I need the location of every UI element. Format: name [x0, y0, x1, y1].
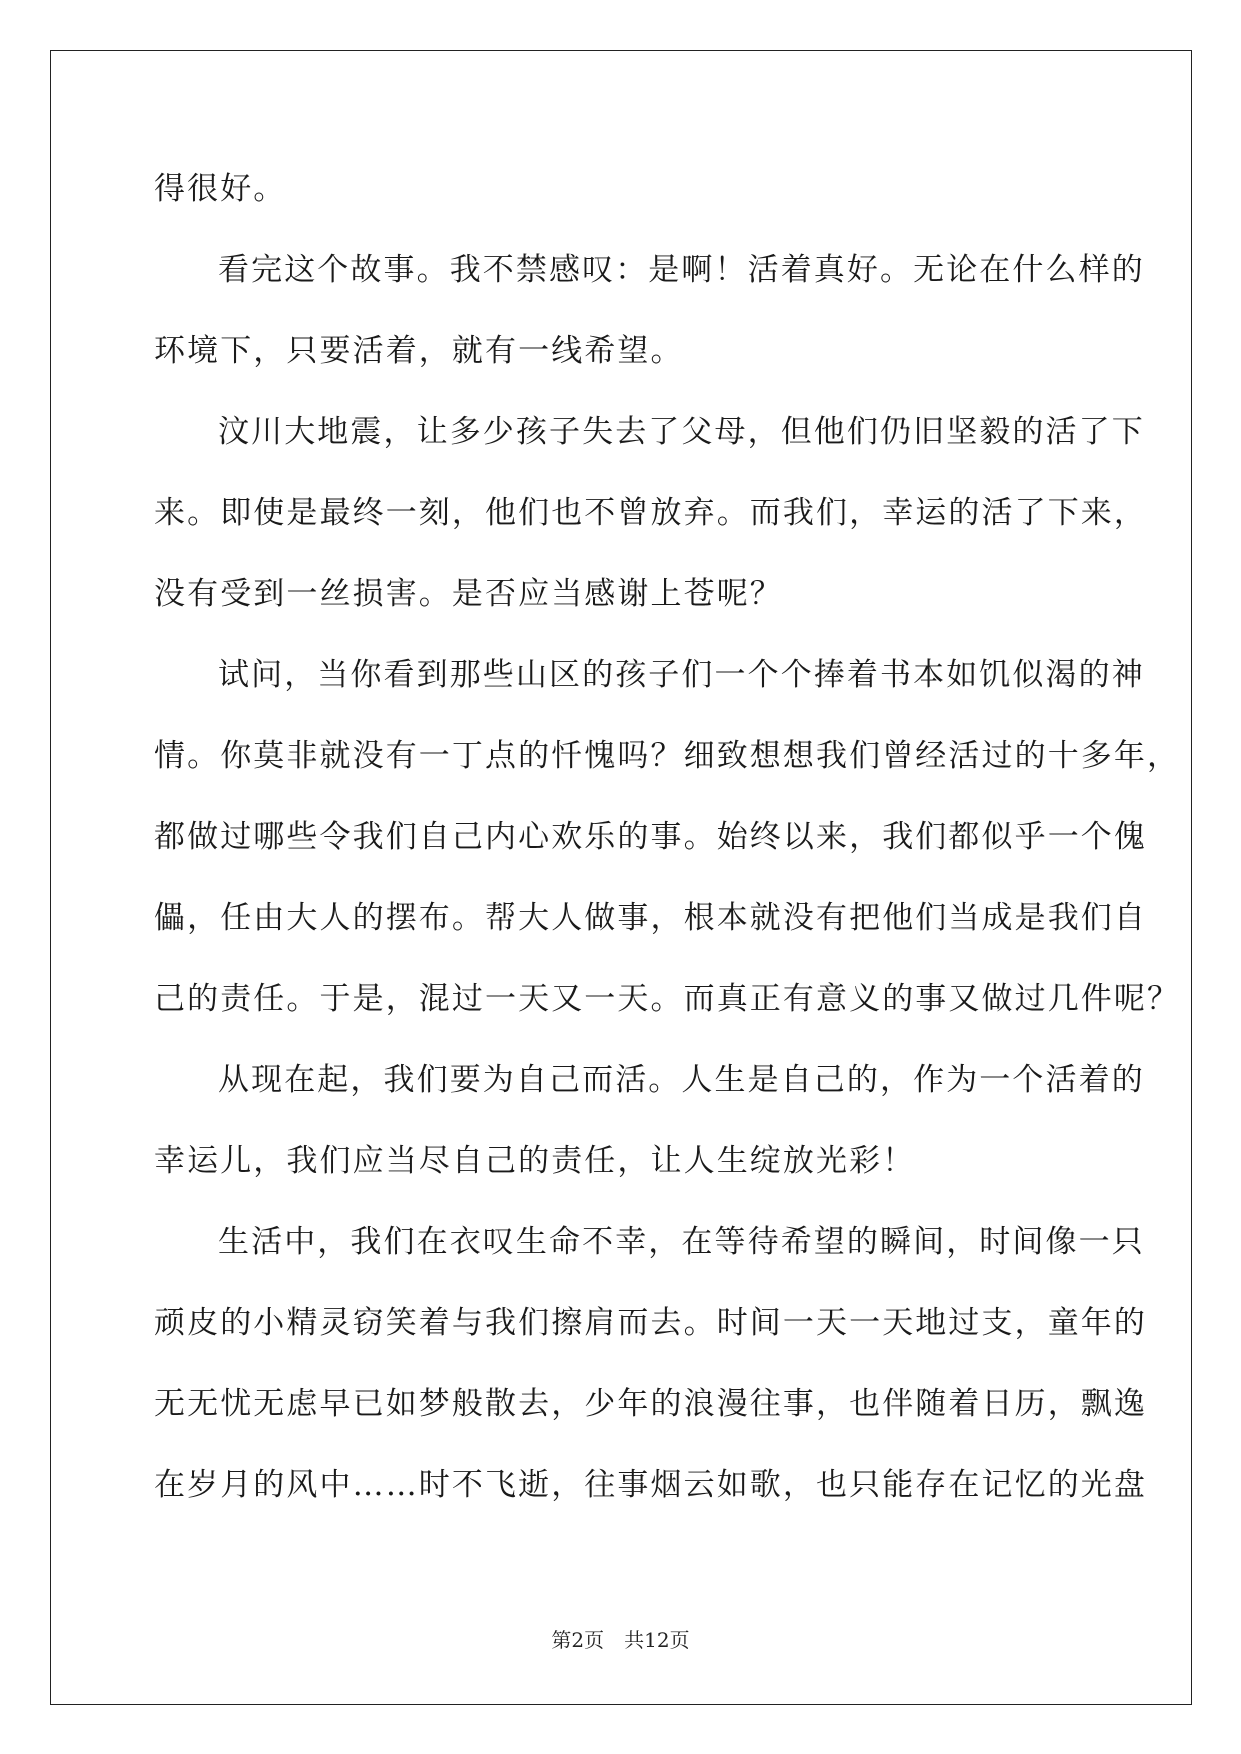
document-body: [154, 158, 1181, 1535]
text-line: 试问，当你看到那些山区的孩子们一个个捧着书本如饥似渴的神: [218, 657, 1145, 693]
text-line: 来。即使是最终一刻，他们也不曾放弃。而我们，幸运的活了下来，: [154, 495, 1147, 531]
page-number-footer: 第2页 共12页: [551, 1628, 690, 1652]
text-line: 从现在起，我们要为自己而活。人生是自己的，作为一个活着的: [218, 1062, 1145, 1098]
text-line: 顽皮的小精灵窃笑着与我们擦肩而去。时间一天一天地过支，童年的: [154, 1305, 1147, 1341]
text-line: 己的责任。于是，混过一天又一天。而真正有意义的事又做过几件呢？: [154, 981, 1181, 1017]
text-line: 都做过哪些令我们自己内心欢乐的事。始终以来，我们都似乎一个傀: [154, 819, 1147, 855]
text-line: 情。你莫非就没有一丁点的忏愧吗？细致想想我们曾经活过的十多年，: [154, 738, 1181, 774]
text-line: 汶川大地震，让多少孩子失去了父母，但他们仍旧坚毅的活了下: [218, 414, 1145, 450]
text-line: 没有受到一丝损害。是否应当感谢上苍呢？: [154, 576, 783, 612]
text-line: 在岁月的风中……时不飞逝，往事烟云如歌，也只能存在记忆的光盘: [154, 1467, 1147, 1503]
text-line: 得很好。: [154, 171, 287, 207]
text-line: 生活中，我们在衣叹生命不幸，在等待希望的瞬间，时间像一只: [218, 1224, 1145, 1260]
text-line: 环境下，只要活着，就有一线希望。: [154, 333, 684, 369]
text-line: 看完这个故事。我不禁感叹：是啊！活着真好。无论在什么样的: [218, 252, 1145, 288]
text-line: 儡，任由大人的摆布。帮大人做事，根本就没有把他们当成是我们自: [154, 900, 1147, 936]
text-line: 无无忧无虑早已如梦般散去，少年的浪漫往事，也伴随着日历，飘逸: [154, 1386, 1147, 1422]
text-line: 幸运儿，我们应当尽自己的责任，让人生绽放光彩！: [154, 1143, 916, 1179]
